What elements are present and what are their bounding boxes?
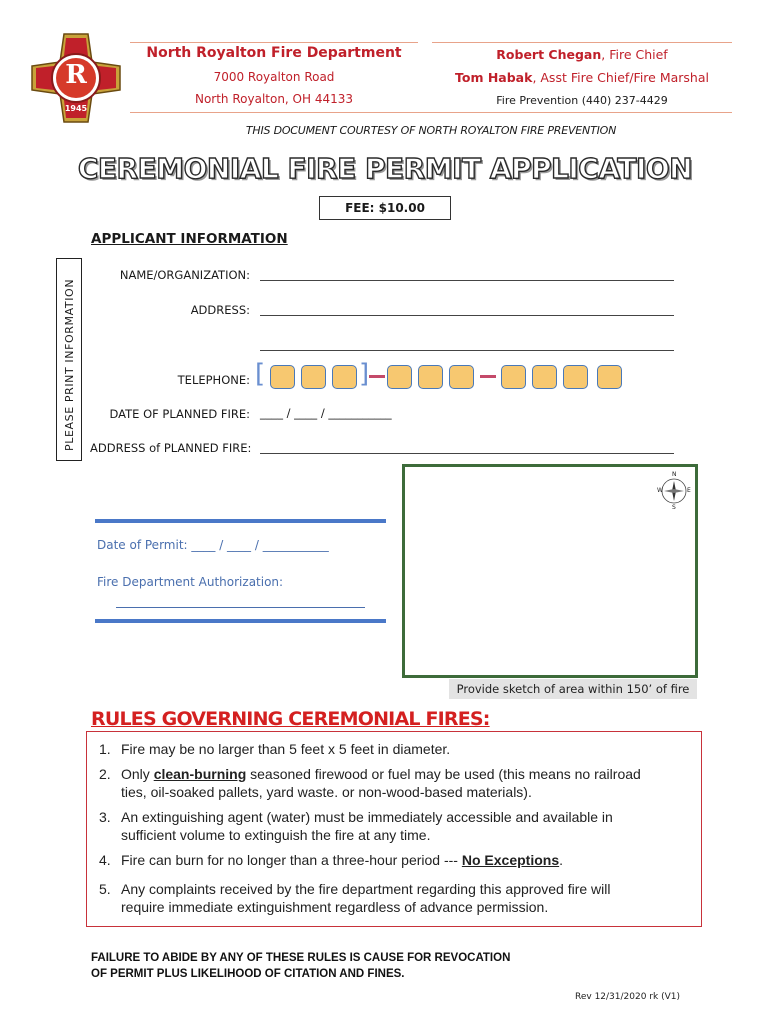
rule-number: 2. (99, 766, 111, 782)
department-address-line1: 7000 Royalton Road (213, 70, 335, 84)
fire-chief-title: , Fire Chief (601, 47, 668, 62)
telephone-dash (480, 375, 496, 378)
department-name: North Royalton Fire Department (146, 45, 402, 61)
fire-chief (432, 47, 732, 62)
rules-heading: RULES GOVERNING CEREMONIAL FIRES: (91, 708, 490, 730)
rule-text-line2: ties, oil-soaked pallets, yard waste. or non-wood-based materials). (121, 784, 532, 800)
phone-digit-box[interactable] (418, 365, 443, 389)
applicant-information-heading: APPLICANT INFORMATION (91, 231, 288, 247)
telephone-dash (369, 375, 385, 378)
address-label: ADDRESS: (190, 303, 250, 317)
date-of-permit[interactable]: Date of Permit: ____ / ____ / ___________ (97, 538, 329, 552)
authorization-signature-field[interactable] (116, 607, 365, 608)
address-field-line1[interactable] (260, 315, 674, 316)
sketch-area[interactable] (402, 464, 698, 678)
phone-digit-box[interactable] (270, 365, 295, 389)
rule-item-5 (99, 880, 695, 916)
rule-number: 5. (99, 881, 111, 897)
phone-digit-box[interactable] (332, 365, 357, 389)
asst-chief-title: , Asst Fire Chief/Fire Marshal (532, 70, 709, 85)
header-rule-right (432, 42, 732, 43)
date-planned-fire-field[interactable]: ____ / ____ / ___________ (260, 406, 392, 420)
authorization-top-rule (95, 519, 386, 523)
telephone-open-bracket: [ (255, 359, 266, 389)
asst-chief-name: Tom Habak (455, 70, 533, 85)
compass-icon (657, 471, 691, 511)
rule-text: An extinguishing agent (water) must be immediately accessible and available in (121, 809, 613, 825)
address-planned-fire-field[interactable] (260, 453, 674, 454)
rule-text: Any complaints received by the fire department regarding this approved fire will (121, 881, 611, 897)
compass-north: N (672, 471, 677, 478)
address-field-line2[interactable] (260, 350, 674, 351)
rule-text (121, 765, 641, 783)
asst-fire-chief (432, 70, 732, 85)
phone-digit-box[interactable] (387, 365, 412, 389)
fee-box: FEE: $10.00 (319, 196, 451, 220)
rule-emphasis: clean-burning (153, 766, 247, 782)
rule-text-pre: Fire can burn for no longer than a three-hour period --- (121, 852, 462, 868)
rule-text: Fire may be no larger than 5 feet x 5 feet in diameter. (121, 741, 451, 757)
failure-warning-line2: OF PERMIT PLUS LIKELIHOOD OF CITATION AND FINES. (91, 968, 405, 980)
rule-emphasis: No Exceptions (461, 852, 560, 868)
telephone-label: TELEPHONE: (177, 373, 250, 387)
courtesy-note: THIS DOCUMENT COURTESY OF NORTH ROYALTON FIRE PREVENTION (245, 124, 617, 137)
phone-digit-box[interactable] (532, 365, 557, 389)
rule-text-post: seasoned firewood or fuel may be used (this means no railroad (246, 766, 641, 782)
fire-prevention-phone: Fire Prevention (440) 237-4429 (496, 94, 668, 107)
date-planned-fire-label: DATE OF PLANNED FIRE: (109, 407, 250, 421)
rule-item-2 (99, 765, 695, 801)
sketch-caption: Provide sketch of area within 150’ of fire (449, 679, 697, 699)
rule-text (121, 851, 563, 869)
department-logo (30, 32, 122, 124)
fire-chief-name: Robert Chegan (496, 47, 602, 62)
telephone-close-bracket: ] (359, 359, 370, 389)
compass-west: W (657, 487, 663, 494)
phone-digit-box[interactable] (449, 365, 474, 389)
department-address-line2: North Royalton, OH 44133 (194, 92, 354, 106)
rule-text-line2: require immediate extinguishment regardless of advance permission. (121, 899, 549, 915)
rule-number: 3. (99, 809, 111, 825)
page-title: CEREMONIAL FIRE PERMIT APPLICATION (77, 152, 693, 185)
phone-digit-box[interactable] (563, 365, 588, 389)
header-rule-bottom (130, 112, 732, 113)
rules-box (86, 731, 702, 927)
fire-department-authorization-label: Fire Department Authorization: (97, 575, 284, 589)
rule-number: 1. (99, 741, 111, 757)
compass-south: S (672, 504, 676, 511)
phone-digit-box[interactable] (301, 365, 326, 389)
phone-digit-box[interactable] (597, 365, 622, 389)
rule-number: 4. (99, 852, 111, 868)
print-information-sidebar (56, 258, 82, 461)
compass-east: E (687, 487, 691, 494)
revision-note: Rev 12/31/2020 rk (V1) (575, 992, 680, 1002)
rule-text-post: . (559, 852, 563, 868)
authorization-bottom-rule (95, 619, 386, 623)
logo-letter: R (65, 60, 87, 90)
phone-digit-box[interactable] (501, 365, 526, 389)
failure-warning-line1: FAILURE TO ABIDE BY ANY OF THESE RULES IS CAUSE FOR REVOCATION (91, 952, 511, 964)
rule-item-3 (99, 808, 695, 844)
print-information-label: PLEASE PRINT INFORMATION (63, 278, 76, 451)
name-organization-label: NAME/ORGANIZATION: (119, 268, 250, 282)
name-organization-field[interactable] (260, 280, 674, 281)
header-rule-left (130, 42, 418, 43)
rule-text-line2: sufficient volume to extinguish the fire at any time. (121, 827, 431, 843)
address-planned-fire-label: ADDRESS of PLANNED FIRE: (90, 441, 252, 455)
logo-year: 1945 (64, 104, 88, 113)
rule-text-pre: Only (121, 766, 154, 782)
